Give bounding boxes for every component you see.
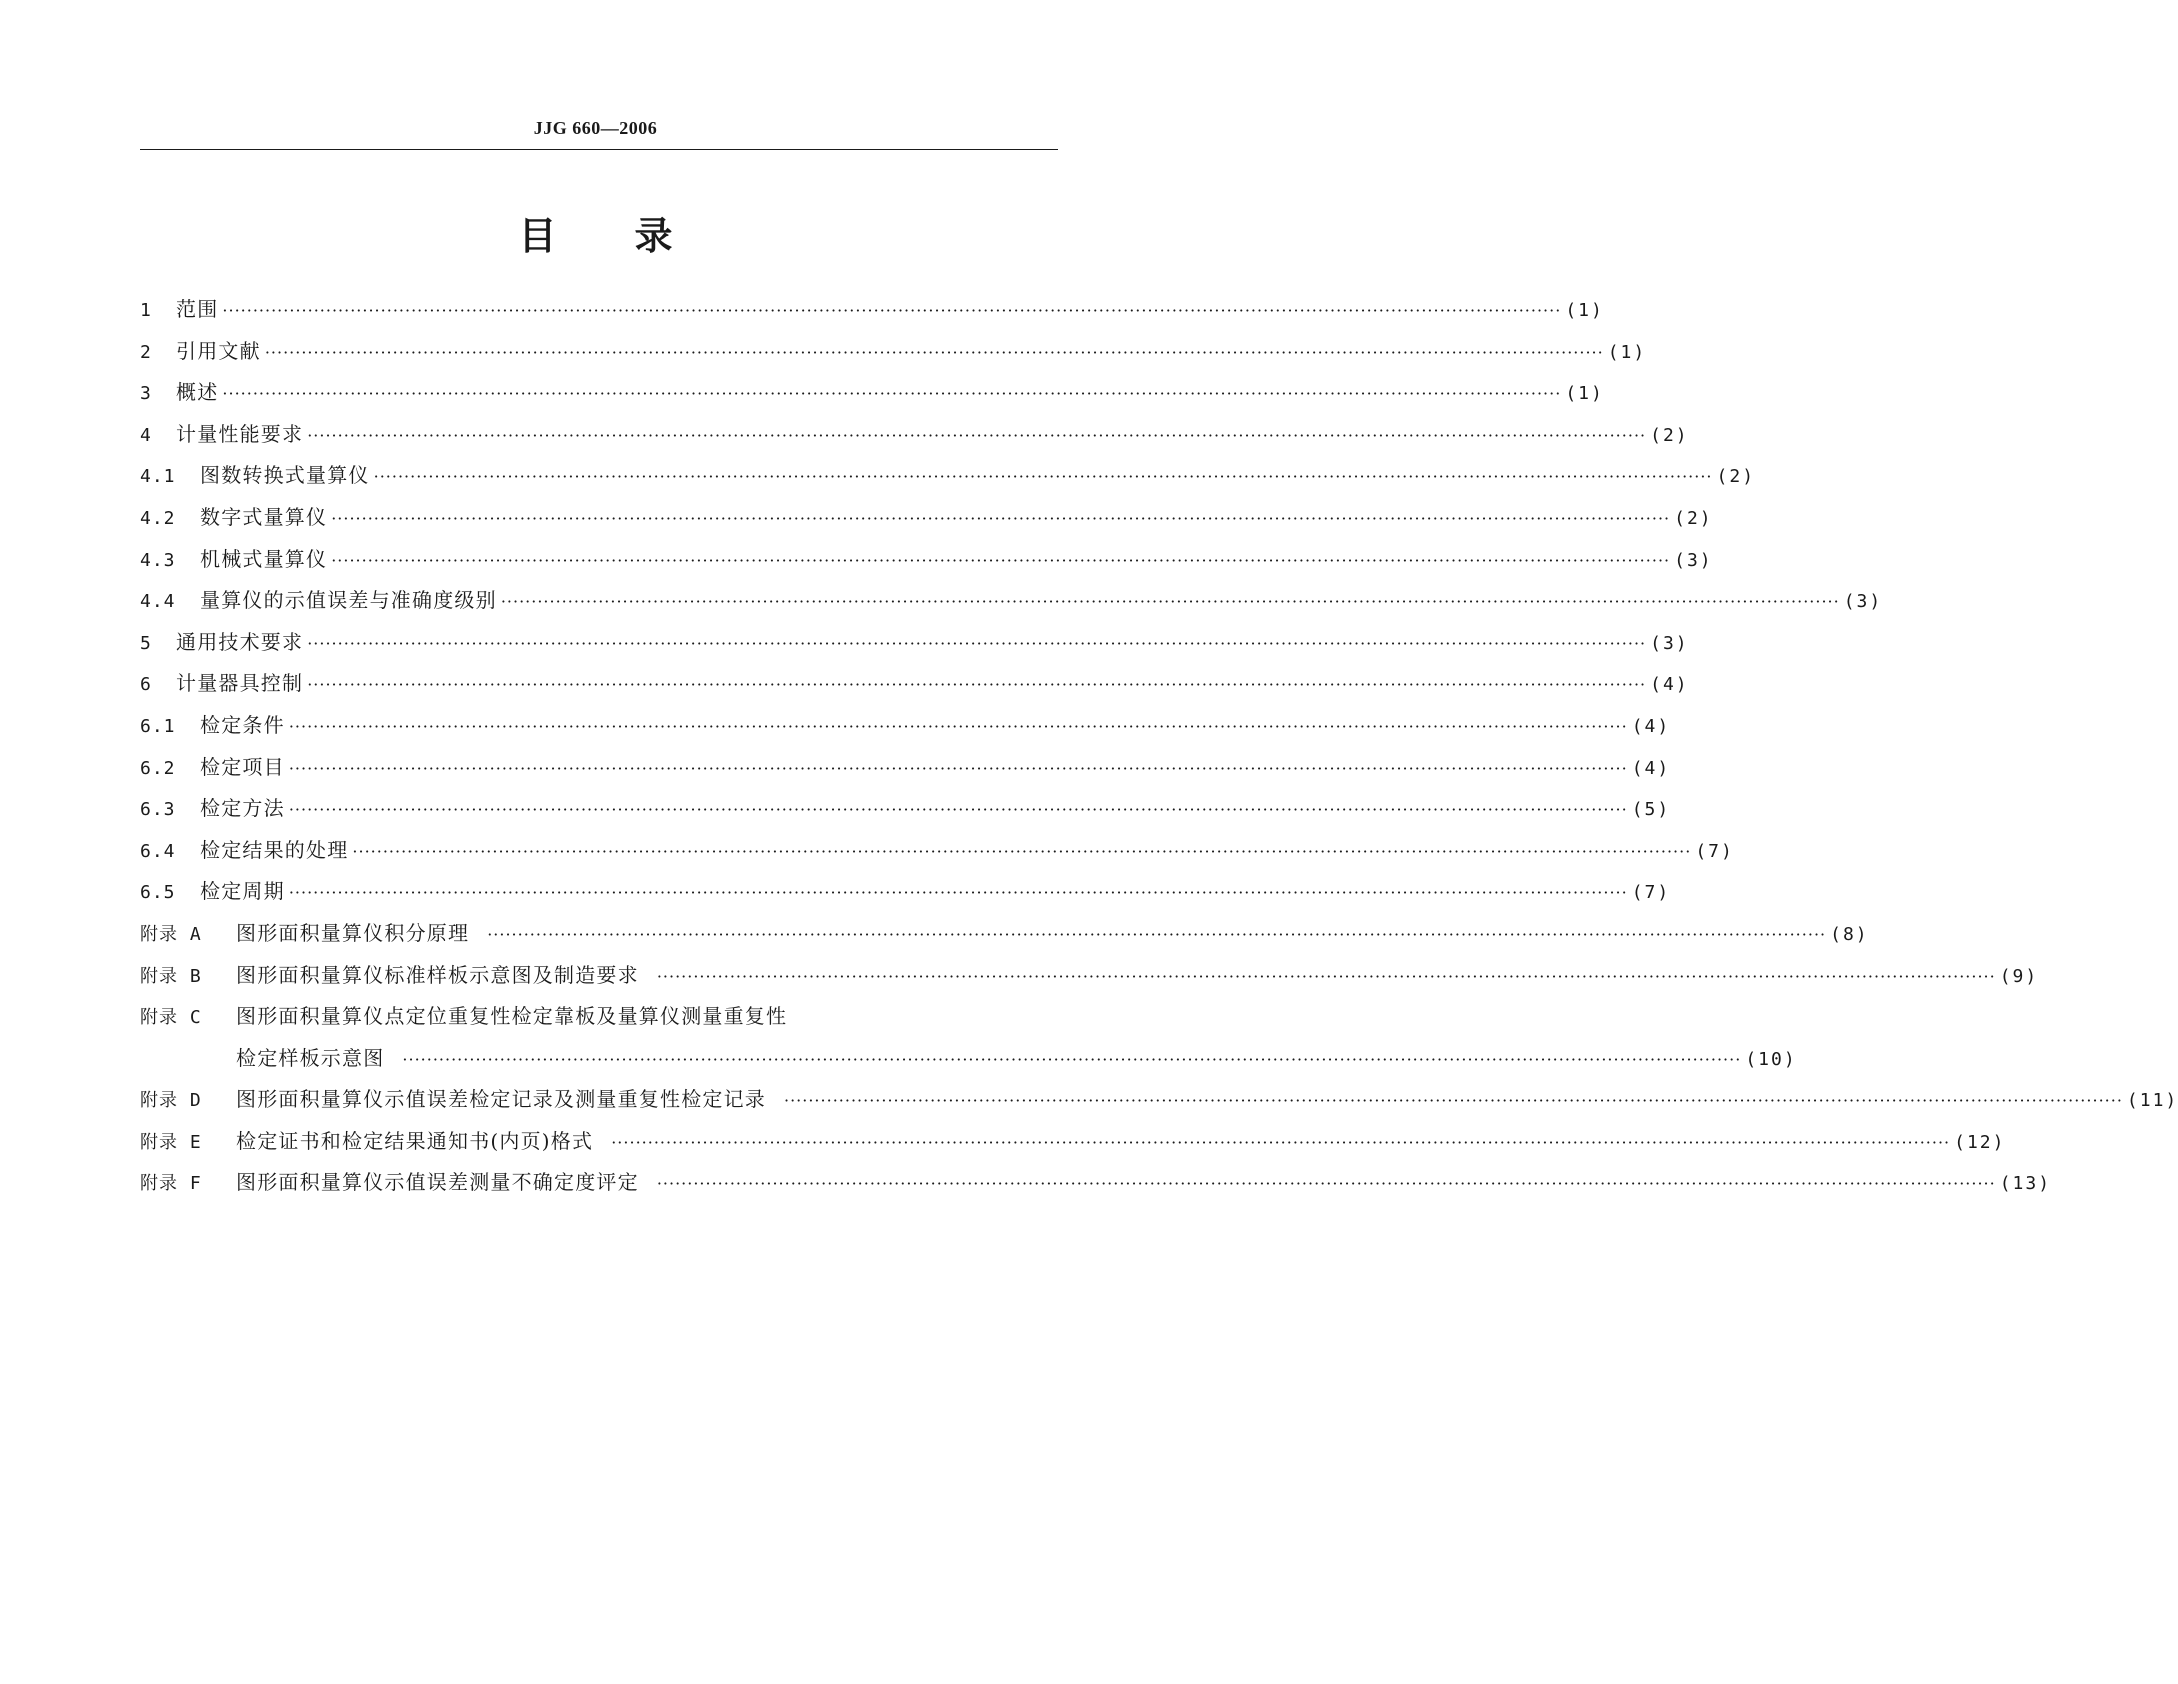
- toc-entry-number: 附录 E: [140, 1131, 202, 1153]
- toc-entry-page: (13): [1999, 1173, 2052, 1195]
- toc-entry-title: 通用技术要求: [176, 629, 304, 654]
- toc-entry-title: 机械式量算仪: [200, 546, 328, 571]
- toc-entry-title: 概述: [176, 380, 219, 405]
- toc-entry-page: (1): [1565, 383, 1604, 405]
- toc-entry-appendix[interactable]: [140, 1125, 2006, 1167]
- toc-entry-page: (1): [1565, 300, 1604, 321]
- toc-entry-title: 检定项目: [200, 754, 285, 779]
- toc-entry-page: (1): [1607, 341, 1647, 363]
- toc-entry[interactable]: [140, 751, 1671, 793]
- toc-entry-appendix[interactable]: [140, 959, 2039, 1001]
- toc-entry-title: 图形面积量算仪点定位重复性检定靠板及量算仪测量重复性: [236, 1004, 788, 1029]
- toc-leader-dots: ····························································································································································································································: [288, 883, 1628, 903]
- toc-entry-number: 6.5: [140, 882, 176, 904]
- toc-entry-title: 图形面积量算仪积分原理: [236, 920, 470, 945]
- toc-leader-dots: ····························································································································································································································: [500, 592, 1840, 612]
- toc-entry-page: (2): [1674, 507, 1713, 529]
- toc-entry-number: 2: [140, 341, 152, 363]
- toc-entry-number: 5: [140, 632, 152, 654]
- toc-leader-dots: ····························································································································································································································: [222, 384, 1562, 404]
- toc-entry-title: 范围: [176, 297, 219, 321]
- toc-leader-dots: ····························································································································································································································: [222, 301, 1562, 320]
- toc-entry[interactable]: [140, 543, 1713, 585]
- toc-entry-page: (10): [1745, 1048, 1797, 1070]
- toc-entry[interactable]: [140, 584, 1883, 626]
- toc-entry-appendix[interactable]: [140, 917, 1869, 959]
- toc-entry-number: 4: [140, 424, 152, 446]
- toc-entry-number: 6: [140, 674, 152, 696]
- toc-entry-number: 附录 D: [140, 1090, 202, 1112]
- toc-entry[interactable]: [140, 875, 1671, 917]
- toc-entry-page: (11): [2126, 1090, 2178, 1112]
- toc-leader-dots: ····························································································································································································································: [288, 800, 1628, 820]
- toc-leader-dots: ····························································································································································································································: [331, 550, 1671, 570]
- toc-entry-page: (4): [1631, 715, 1671, 737]
- toc-entry[interactable]: [140, 376, 1604, 418]
- toc-entry-number: 6.4: [140, 840, 176, 862]
- toc-entry-number: 6.3: [140, 799, 176, 821]
- toc-leader-dots: ····························································································································································································································: [288, 758, 1628, 778]
- toc-entry-title: 检定结果的处理: [200, 837, 349, 862]
- toc-leader-dots: ····························································································································································································································: [307, 633, 1647, 653]
- toc-leader-dots: ····························································································································································································································: [373, 467, 1713, 487]
- toc-entry-title: 检定方法: [200, 796, 285, 821]
- toc-entry[interactable]: [140, 792, 1671, 834]
- toc-leader-dots: ····························································································································································································································: [656, 1174, 1996, 1194]
- toc-entry-title: 图形面积量算仪示值误差检定记录及测量重复性检定记录: [236, 1087, 766, 1112]
- toc-entry[interactable]: [140, 418, 1689, 460]
- toc-entry-title: 图形面积量算仪标准样板示意图及制造要求: [236, 962, 639, 987]
- toc-entry-appendix-continued[interactable]: [140, 1042, 1797, 1084]
- toc-entry[interactable]: [140, 459, 1756, 501]
- toc-entry-number: 附录 A: [140, 923, 202, 945]
- toc-entry-appendix[interactable]: [140, 1083, 2178, 1125]
- toc-entry-number: 4.1: [140, 466, 176, 488]
- toc-entry-appendix[interactable]: [140, 1000, 1058, 1042]
- toc-entry[interactable]: [140, 501, 1713, 543]
- toc-leader-dots: ····························································································································································································································: [611, 1132, 1951, 1152]
- toc-leader-dots: ····························································································································································································································: [784, 1091, 2123, 1111]
- toc-entry-number: 4.3: [140, 549, 176, 571]
- toc-entry-title: 检定条件: [200, 712, 285, 737]
- toc-entry-page: (7): [1695, 840, 1734, 862]
- toc-entry-title-continued: 检定样板示意图: [236, 1045, 385, 1070]
- toc-entry-title: 图数转换式量算仪: [200, 463, 370, 488]
- toc-leader-dots: ····························································································································································································································: [307, 425, 1647, 445]
- toc-leader-dots: ····························································································································································································································: [288, 716, 1628, 736]
- toc-entry-page: (3): [1674, 549, 1713, 571]
- toc-entry-page: (5): [1631, 799, 1671, 821]
- table-of-contents: [140, 293, 2178, 1208]
- toc-entry-title: 量算仪的示值误差与准确度级别: [200, 588, 497, 613]
- toc-leader-dots: ····························································································································································································································: [487, 924, 1827, 944]
- toc-entry-page: (4): [1631, 757, 1671, 779]
- toc-entry-page: (8): [1830, 923, 1869, 945]
- toc-entry-number: 6.2: [140, 757, 176, 779]
- toc-entry-title: 检定周期: [200, 879, 285, 904]
- toc-entry-title: 计量性能要求: [176, 421, 304, 446]
- toc-entry-page: (2): [1716, 466, 1756, 488]
- toc-leader-dots: ····························································································································································································································: [264, 342, 1604, 362]
- toc-entry-page: (9): [1999, 965, 2039, 987]
- toc-entry[interactable]: [140, 834, 1734, 876]
- toc-entry-number: 附录 B: [140, 965, 202, 987]
- toc-entry-number: 4.4: [140, 591, 176, 613]
- toc-entry-page: (4): [1650, 674, 1689, 696]
- header-rule: [140, 149, 1058, 150]
- toc-entry-number: 3: [140, 383, 152, 405]
- toc-leader-dots: ····························································································································································································································: [307, 675, 1647, 695]
- toc-entry-title: 计量器具控制: [176, 671, 304, 696]
- toc-entry-number: 4.2: [140, 507, 176, 529]
- toc-entry[interactable]: [140, 667, 1689, 709]
- toc-entry-number: 1: [140, 300, 152, 321]
- toc-entry[interactable]: [140, 293, 1604, 335]
- toc-entry-appendix[interactable]: [140, 1166, 2052, 1208]
- toc-entry[interactable]: [140, 626, 1689, 668]
- toc-entry-page: (7): [1631, 882, 1671, 904]
- toc-entry[interactable]: [140, 335, 1647, 377]
- toc-entry-page: (12): [1954, 1131, 2006, 1153]
- toc-entry-title: 图形面积量算仪示值误差测量不确定度评定: [236, 1170, 639, 1195]
- toc-entry-title: 数字式量算仪: [200, 504, 328, 529]
- toc-leader-dots: ····························································································································································································································: [331, 508, 1671, 528]
- toc-entry-page: (2): [1650, 424, 1689, 446]
- toc-leader-dots: ····························································································································································································································: [656, 966, 1996, 986]
- document-code-header: JJG 660—2006: [533, 118, 658, 138]
- toc-leader-dots: ····························································································································································································································: [402, 1049, 1742, 1069]
- toc-entry-title: 检定证书和检定结果通知书(内页)格式: [236, 1128, 594, 1153]
- toc-entry-page: (3): [1650, 632, 1689, 654]
- toc-entry-number: 6.1: [140, 715, 176, 737]
- toc-entry-number: 附录 F: [140, 1173, 202, 1195]
- toc-entry-number: 附录 C: [140, 1007, 202, 1029]
- toc-entry-title: 引用文献: [176, 338, 261, 363]
- toc-entry[interactable]: [140, 709, 1671, 751]
- page-title: 目录: [518, 214, 751, 258]
- toc-entry-page: (3): [1843, 591, 1883, 613]
- toc-leader-dots: ····························································································································································································································: [352, 841, 1692, 861]
